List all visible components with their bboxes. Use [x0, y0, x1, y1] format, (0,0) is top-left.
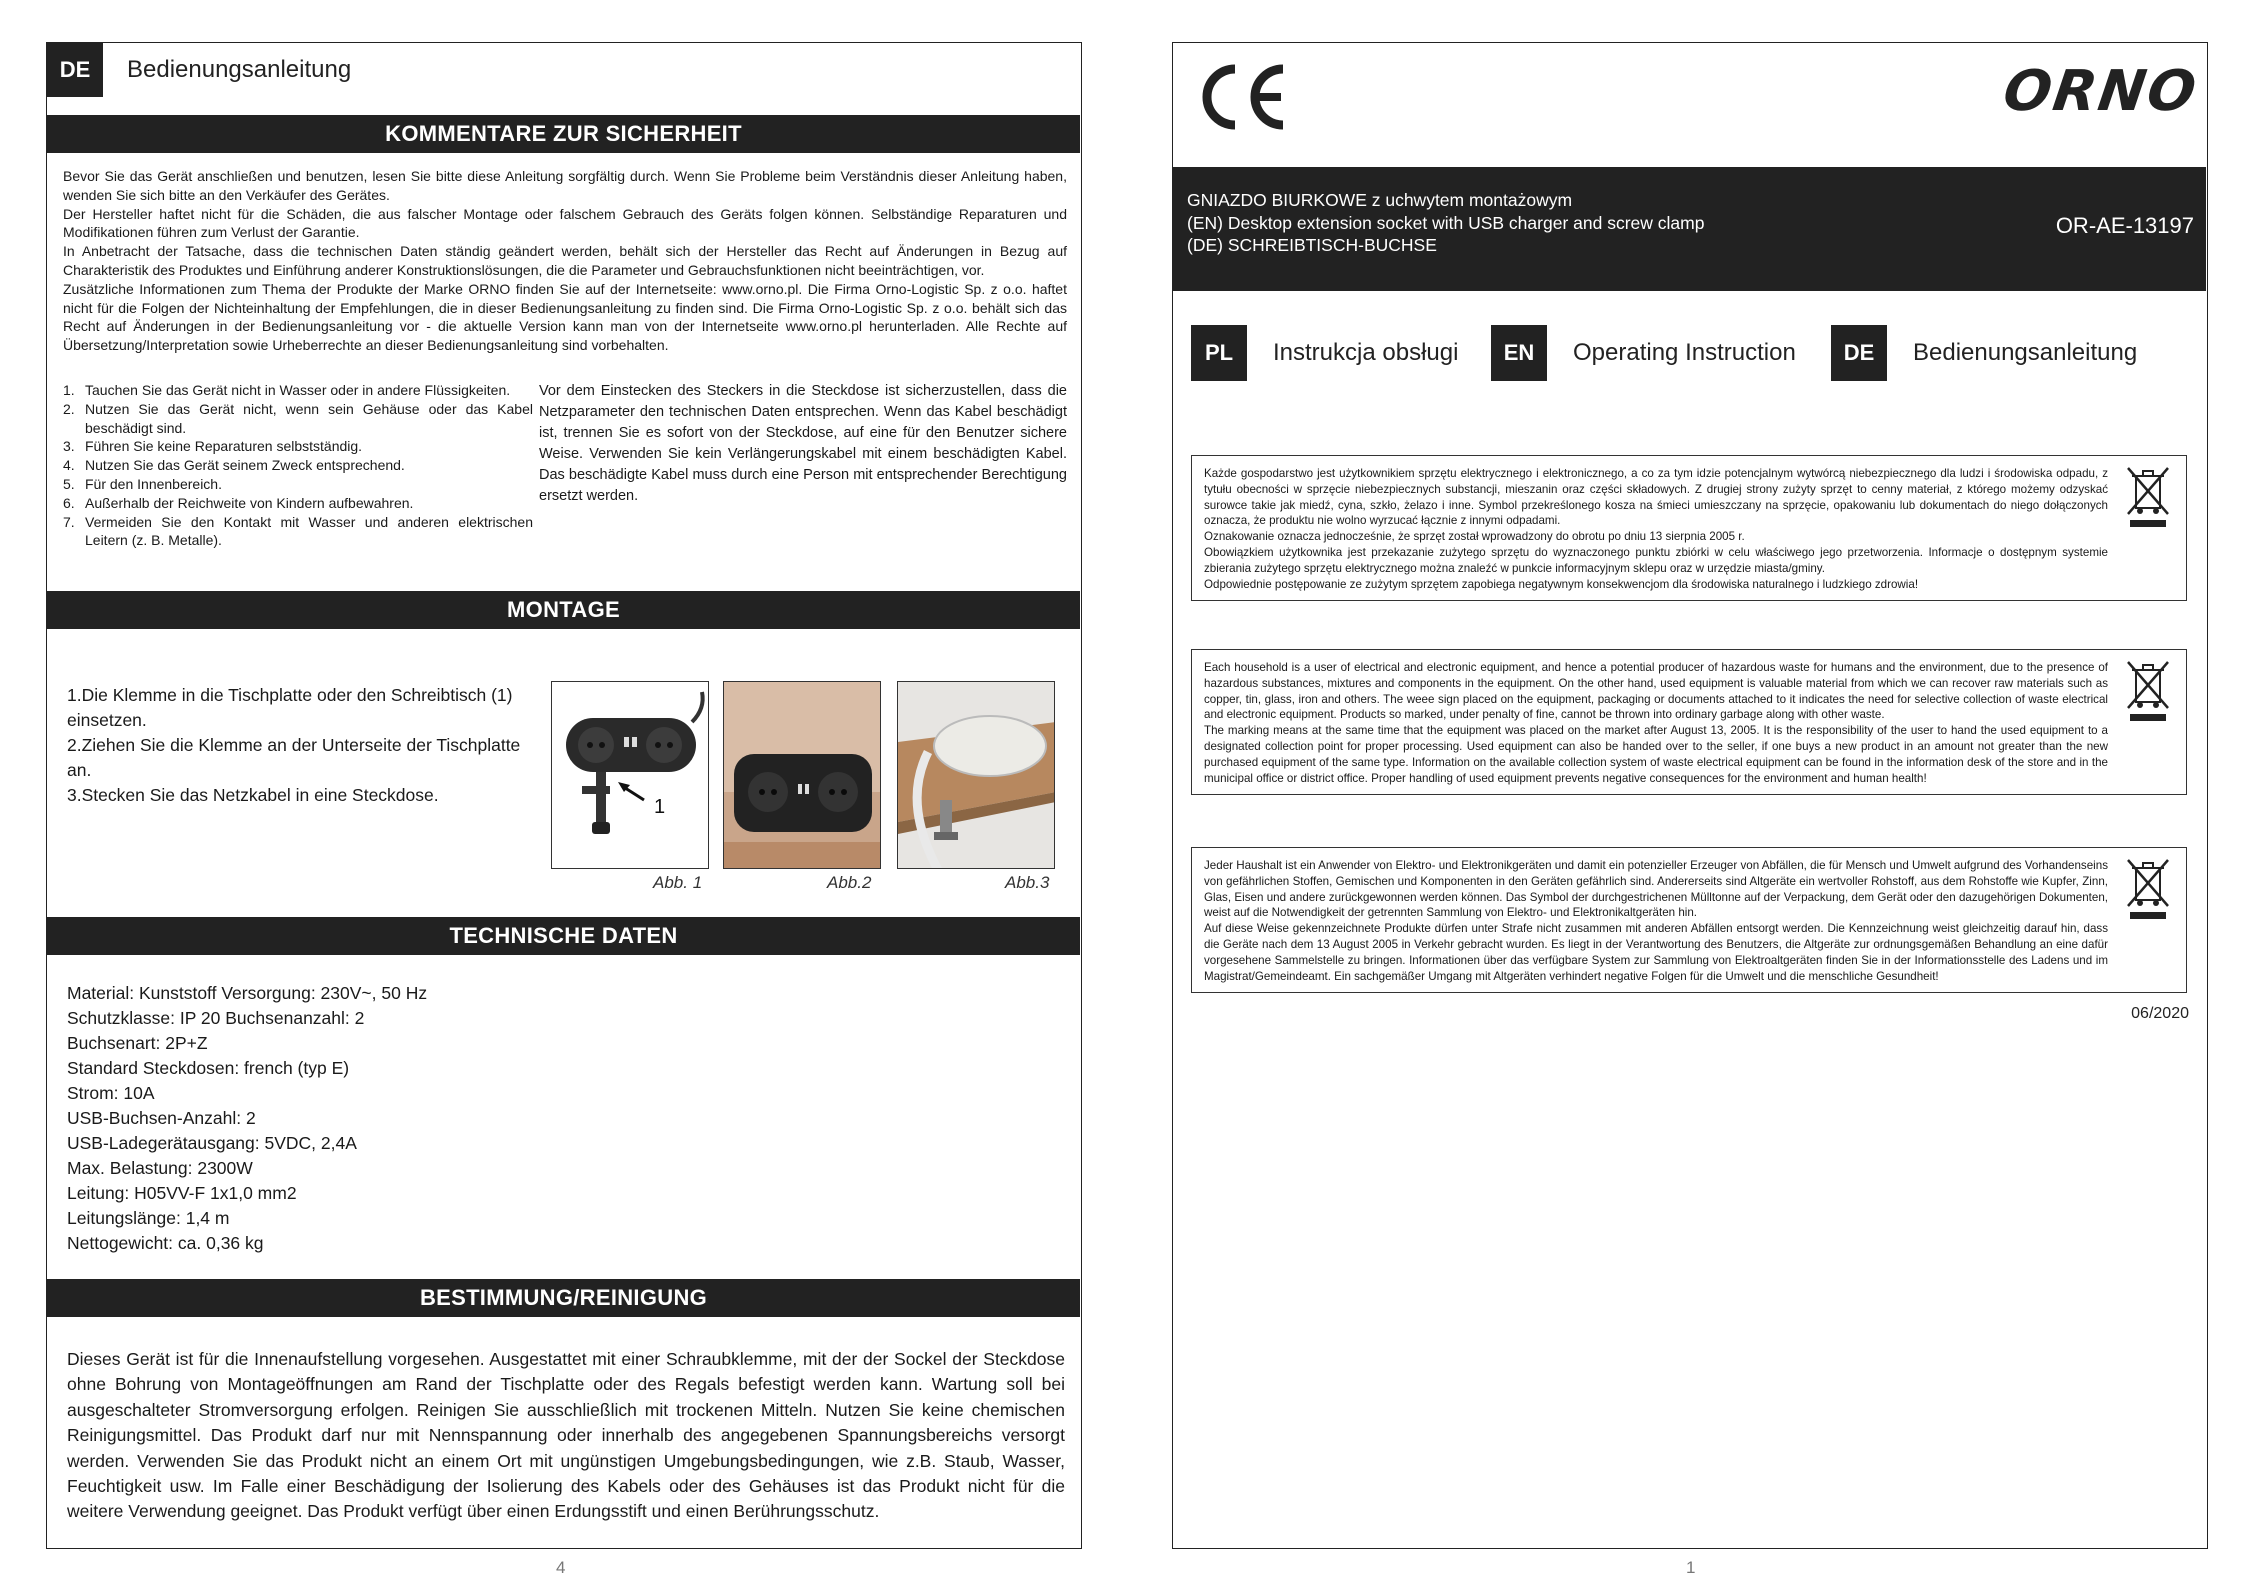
weee-paragraph: Obowiązkiem użytkownika jest przekazanie zużytego sprzętu do wyznaczonego punktu zbiórki w celu właściwego jego przetworzenia. Informacje o dostępnym systemie zbierania zużytego sprzętu elektrycznego można znaleźć w punkcie informacyjnym sklepu oraz w urzędzie miasta/gminy.	[1204, 545, 2108, 575]
figure-1-caption: Abb. 1	[653, 873, 703, 892]
spec-line: USB-Ladegerätausgang: 5VDC, 2,4A	[67, 1133, 357, 1153]
weee-notice-en	[1191, 649, 2187, 795]
bestimmung-paragraph: Dieses Gerät ist für die Innenaufstellung vorgesehen. Ausgestattet mit einer Schraubklemme, mit der der Sockel der Steckdose ohne Bohrung von Montageöffnungen am Rand der Tischplatte oder des Regals befestigt werden kann. Wartung soll bei ausgeschalteter Stromversorgung erfolgen. Reinigen Sie ausschließlich mit trockenen Mitteln. Nutzen Sie keine chemischen Reinigungsmittel. Das Produkt darf nur mit Nennspannung oder innerhalb des angegebenen Spannungsbereichs versorgt werden. Verwenden Sie das Produkt nicht an einem Ort mit ungünstigen Umgebungsbedingungen, wie z.B. Staub, Wasser, Feuchtigkeit usw. Im Falle einer Beschädigung der Isolierung des Kabels oder des Gehäuses ist das Produkt nicht für die weitere Verwendung geeignet. Das Produkt verfügt über einen Erdungsstift und einen Berührungsschutz.	[67, 1349, 1065, 1522]
safety-paragraph: Bevor Sie das Gerät anschließen und benutzen, lesen Sie bitte diese Anleitung sorgfältig durch. Wenn Sie Probleme beim Verständnis dieser Anleitung haben, wenden Sie sich bitte an den Verkäufer des Gerätes.	[63, 168, 1067, 203]
weee-notice-pl	[1191, 455, 2187, 601]
language-badge: DE	[47, 43, 103, 97]
weee-paragraph: The marking means at the same time that the equipment was placed on the market after August 13, 2005. It is the responsibility of the user to hand the used equipment to a designated collection point for proper processing. Used equipment can also be handed over to the seller, if one buys a new product in an amount not greater than the new purchased equipment of the same type. Information on the available collection system of waste electrical equipment can be found in the information desk of the store and in the municipal office or district office. Proper handling of used equipment prevents negative consequences for the environment and human health!	[1204, 724, 2108, 785]
language-label: Operating Instruction	[1573, 339, 1796, 366]
weee-paragraph: Odpowiednie postępowanie ze zużytym sprzętem zapobiega negatywnym konsekwencjom dla środowiska naturalnego i ludzkiego zdrowia!	[1204, 577, 1919, 591]
language-en	[1491, 325, 1796, 381]
figure-1-image	[551, 681, 709, 869]
section-heading-tech: TECHNISCHE DATEN	[47, 917, 1080, 955]
product-name-en: (EN) Desktop extension socket with USB charger and screw clamp	[1187, 212, 1705, 233]
montage-steps	[67, 683, 537, 808]
list-item: 1. Tauchen Sie das Gerät nicht in Wasser oder in andere Flüssigkeiten.	[63, 382, 511, 398]
language-title: Bedienungsanleitung	[127, 56, 352, 83]
spec-line: Max. Belastung: 2300W	[67, 1158, 253, 1178]
crossed-bin-icon	[2124, 466, 2172, 528]
language-label: Instrukcja obsługi	[1273, 339, 1459, 366]
publication-date: 06/2020	[2131, 1005, 2189, 1022]
product-code: OR-AE-13197	[2055, 213, 2194, 238]
list-item: 6. Außerhalb der Reichweite von Kindern aufbewahren.	[63, 494, 414, 511]
spec-line: Leitungslänge: 1,4 m	[67, 1208, 230, 1228]
weee-notice-de	[1191, 847, 2187, 993]
figure-3-caption: Abb.3	[1005, 873, 1050, 892]
figure-2-image	[723, 681, 881, 869]
white-socket-on-desk-illustration	[898, 682, 1055, 869]
list-item: 2. Nutzen Sie das Gerät nicht, wenn sein Gehäuse oder das Kabel beschädigt sind.	[63, 400, 533, 436]
language-label: Bedienungsanleitung	[1913, 339, 2138, 366]
manual-page-de	[46, 42, 1082, 1549]
page-number-left: 4	[556, 1558, 566, 1577]
language-pl	[1191, 325, 1458, 381]
section-heading-bestimmung: BESTIMMUNG/REINIGUNG	[47, 1279, 1080, 1317]
figure-2-caption: Abb.2	[827, 873, 872, 892]
spec-line: Material: Kunststoff Versorgung: 230V~, 50 Hz	[67, 983, 428, 1003]
ce-mark-icon	[1195, 61, 1291, 133]
language-badge: PL	[1191, 325, 1247, 381]
weee-paragraph: Jeder Haushalt ist ein Anwender von Elektro- und Elektronikgeräten und damit ein potenzieller Erzeuger von Abfällen, die für Mensch und Umwelt aufgrund des Vorhandenseins von gefährlichen Stoffen, Gemischen und Komponenten in den Geräten gefährlich sind. Andererseits sind Altgeräte ein wertvoller Rohstoff, aus dem Rohstoffe wie Kupfer, Zinn, Glas, Eisen und andere zurückgewonnen werden können. Das Symbol der durchgestrichenen Mülltonne auf der Verpackung, dem Gerät oder den dazugehörigen Dokumenten, weist auf die Notwendigkeit der getrennten Sammlung von Elektro- und Elektronikaltgeräten hin.	[1204, 859, 2108, 920]
list-item: 3. Führen Sie keine Reparaturen selbstständig.	[63, 438, 363, 455]
safety-paragraphs	[63, 167, 1067, 355]
list-item: 4. Nutzen Sie das Gerät seinem Zweck entsprechend.	[63, 457, 405, 474]
section-heading-safety: KOMMENTARE ZUR SICHERHEIT	[47, 115, 1080, 153]
language-badge: DE	[1831, 325, 1887, 381]
tech-specs-list	[67, 981, 767, 1256]
crossed-bin-icon	[2124, 660, 2172, 722]
safety-paragraph: Der Hersteller haftet nicht für die Schäden, die aus falscher Montage oder falschem Gebrauch des Geräts folgen können. Selbständige Reparaturen und Modifikationen führen zum Verlust der Garantie.	[63, 205, 1067, 241]
figure-3-image	[897, 681, 1055, 869]
spec-line: Nettogewicht: ca. 0,36 kg	[67, 1233, 264, 1253]
spec-line: Standard Steckdosen: french (typ E)	[67, 1058, 350, 1078]
montage-step: 3.Stecken Sie das Netzkabel in eine Steckdose.	[67, 785, 439, 805]
spec-line: Buchsenart: 2P+Z	[67, 1033, 208, 1053]
plug-safety-note: Vor dem Einstecken des Steckers in die Steckdose ist sicherzustellen, dass die Netzparameter den technischen Daten entsprechen. Wenn das Kabel beschädigt ist, trennen Sie es sofort von der Steckdose, auf eine für den Benutzer sichere Weise. Verwenden Sie kein Verlängerungskabel mit einem beschädigten Kabel. Das beschädigte Kabel muss durch eine Person mit entsprechender Berechtigung ersetzt werden.	[539, 383, 1067, 504]
spec-line: Schutzklasse: IP 20 Buchsenanzahl: 2	[67, 1008, 365, 1028]
product-name-pl: GNIAZDO BIURKOWE z uchwytem montażowym	[1187, 190, 1573, 210]
list-item: 5. Für den Innenbereich.	[63, 475, 222, 492]
list-item: 7. Vermeiden Sie den Kontakt mit Wasser und anderen elektrischen Leitern (z. B. Metalle).	[63, 513, 533, 549]
section-heading-montage: MONTAGE	[47, 591, 1080, 629]
page-number-right: 1	[1686, 1558, 1696, 1577]
product-name-de: (DE) SCHREIBTISCH-BUCHSE	[1187, 235, 1437, 255]
montage-step: 2.Ziehen Sie die Klemme an der Unterseite der Tischplatte an.	[67, 735, 521, 780]
brand-logo: ORNO	[1999, 59, 2202, 124]
safety-rules-list	[63, 381, 533, 550]
language-header	[47, 43, 351, 97]
product-info-bar	[1173, 167, 2206, 291]
weee-paragraph: Auf diese Weise gekennzeichnete Produkte dürfen unter Strafe nicht zusammen mit anderen Abfällen entsorgt werden. Die Kennzeichnung weist gleichzeitig darauf hin, dass die Geräte nach dem 13 August 2005 in Verkehr gebracht wurden. Es liegt in der Verantwortung des Benutzers, die Altgeräte zur ordnungsgemäßen Behandlung an eine dafür vorgesehene Sammelstelle zu bringen. Informationen über das verfügbare System zur Sammlung von Elektroaltgeräten finden Sie in der Informationsstelle des Ladens und im Magistrat/Gemeindeamt. Ein sachgemäßer Umgang mit Altgeräten verhindert negative Folgen für die Umwelt und die menschliche Gesundheit!	[1204, 922, 2108, 983]
manual-cover-page	[1172, 42, 2208, 1549]
weee-paragraph: Każde gospodarstwo jest użytkownikiem sprzętu elektrycznego i elektronicznego, a co za tym idzie potencjalnym wytwórcą niebezpiecznego dla ludzi i środowiska odpadu, z tytułu obecności w sprzęcie niebezpiecznych substancji, mieszanin oraz części składowych. Z drugiej strony zużyty sprzęt to cenny materiał, z którego możemy odzyskać surowce takie jak miedź, cyna, szkło, żelazo i inne. Symbol przekreślonego kosza na śmieci umieszczany na sprzęcie, opakowaniu lub dokumentach do niego dołączonych oznacza, że produktu nie wolno wyrzucać łącznie z innymi odpadami.	[1204, 467, 2108, 528]
weee-paragraph: Oznakowanie oznacza jednocześnie, że sprzęt został wprowadzony do obrotu po dniu 13 sierpnia 2005 r.	[1204, 530, 1745, 544]
spec-line: Leitung: H05VV-F 1x1,0 mm2	[67, 1183, 297, 1203]
weee-paragraph: Each household is a user of electrical and electronic equipment, and hence a potential producer of hazardous waste for humans and the environment, due to the presence of hazardous substances, mixtures and components in the equipment. On the other hand, used equipment is valuable material from which we can recover raw materials such as copper, tin, glass, iron and others. The weee sign placed on the equipment, packaging or documents attached to it indicates the need for selective collection of waste electrical and electronic equipment. Products so marked, under penalty of fine, cannot be thrown into ordinary garbage along with other waste.	[1204, 661, 2108, 722]
safety-paragraph: Zusätzliche Informationen zum Thema der Produkte der Marke ORNO finden Sie auf der Internetseite: www.orno.pl. Die Firma Orno-Logistic Sp. z o.o. haftet nicht für die Folgen der Nichteinhaltung der Empfehlungen, die in dieser Bedienungsanleitung zu finden sind. Die Firma Orno-Logistic Sp. z o.o. behält sich das Recht auf Änderungen in der Bedienungsanleitung vor - die aktuelle Version kann man von der Internetseite www.orno.pl herunterladen. Alle Rechte auf Übersetzung/Interpretation sowie Urheberrechte an dieser Bedienungsanleitung sind vorbehalten.	[63, 280, 1067, 354]
spec-line: USB-Buchsen-Anzahl: 2	[67, 1108, 256, 1128]
product-name-lines	[1187, 189, 1704, 257]
montage-step: 1.Die Klemme in die Tischplatte oder den Schreibtisch (1) einsetzen.	[67, 685, 513, 730]
language-badge: EN	[1491, 325, 1547, 381]
figure-1-callout: 1	[654, 796, 666, 818]
language-de	[1831, 325, 2137, 381]
spec-line: Strom: 10A	[67, 1083, 155, 1103]
crossed-bin-icon	[2124, 858, 2172, 920]
socket-clamp-illustration	[552, 682, 709, 869]
socket-on-desk-illustration	[724, 682, 881, 869]
safety-paragraph: In Anbetracht der Tatsache, dass die technischen Daten ständig geändert werden, behält sich der Hersteller das Recht auf Änderungen in Bezug auf Charakteristik des Produktes und Einführung anderer Konstruktionslösungen, die die Parameter und Gebrauchsfunktionen nicht beeinträchtigen, vor.	[63, 243, 1067, 278]
